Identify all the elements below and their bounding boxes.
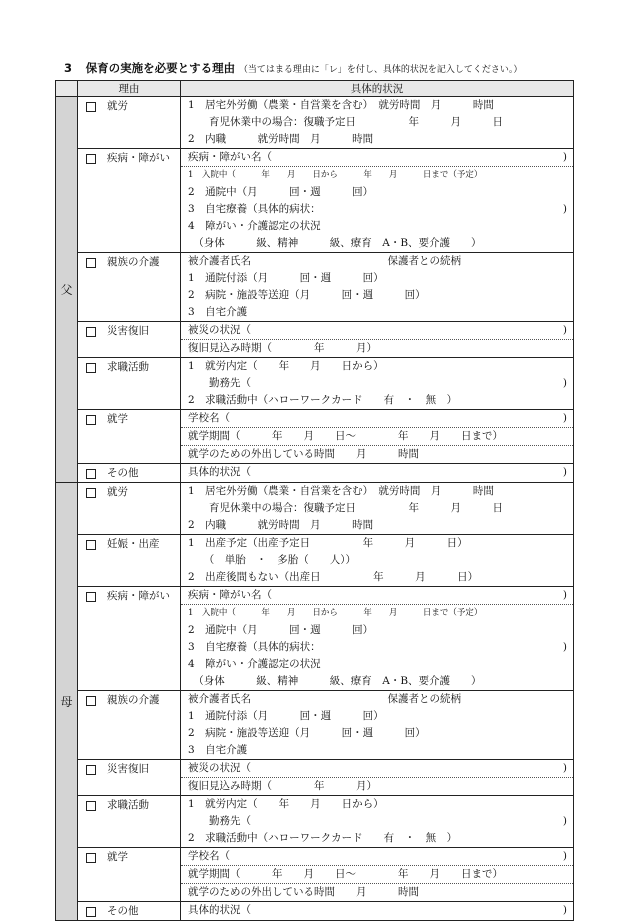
closing-paren: )	[562, 815, 567, 827]
reason-checkbox[interactable]	[86, 488, 96, 498]
situation-text: 1 居宅外労働（農業・自営業を含む） 就労時間 月 時間	[188, 485, 494, 497]
situation-line	[181, 517, 573, 534]
situation-text: 育児休業中の場合：復職予定日 年 月 日	[188, 502, 503, 514]
reason-label: その他	[107, 905, 139, 917]
closing-paren: )	[562, 377, 567, 389]
situation-line	[181, 410, 573, 428]
situation-text: 2 出産後間もない（出産日 年 月 日）	[188, 571, 479, 583]
situation-cell[interactable]	[181, 796, 574, 848]
situation-line	[181, 446, 573, 463]
reason-row	[56, 848, 574, 902]
situation-text: 1 出産予定（出産予定日 年 月 日）	[188, 537, 468, 549]
situation-line	[181, 428, 573, 446]
situation-text: 学校名（	[188, 850, 230, 862]
situation-text: 1 就労内定（ 年 月 日から）	[188, 798, 384, 810]
reason-cell	[78, 848, 181, 902]
situation-text: 1 入院中（ 年 月 日から 年 月 日まで（予定）	[188, 608, 483, 618]
situation-line	[181, 778, 573, 795]
situation-line	[181, 464, 573, 481]
reason-row	[56, 760, 574, 796]
reason-cell	[78, 535, 181, 587]
situation-text: 被介護者氏名 保護者との続柄	[188, 255, 461, 267]
situation-line	[181, 708, 573, 725]
reason-cell	[78, 97, 181, 149]
situation-line	[181, 656, 573, 673]
situation-line	[181, 725, 573, 742]
header-situation: 具体的状況	[181, 81, 574, 97]
situation-text: 4 障がい・介護認定の状況	[188, 220, 321, 232]
section-note: （当てはまる理由に「レ」を付し、具体的状況を記入してください。）	[238, 65, 523, 75]
situation-text: 被災の状況（	[188, 762, 251, 774]
reason-row	[56, 535, 574, 587]
situation-cell[interactable]	[181, 760, 574, 796]
situation-line	[181, 358, 573, 375]
reason-row	[56, 796, 574, 848]
reason-label: その他	[107, 467, 139, 479]
situation-line	[181, 587, 573, 605]
situation-line	[181, 131, 573, 148]
reason-checkbox[interactable]	[86, 592, 96, 602]
reason-cell	[78, 149, 181, 253]
reason-table	[55, 80, 574, 921]
closing-paren: )	[562, 466, 567, 478]
situation-line	[181, 796, 573, 813]
reason-checkbox[interactable]	[86, 469, 96, 479]
situation-text: 疾病・障がい名（	[188, 151, 272, 163]
reason-row	[56, 691, 574, 760]
situation-cell[interactable]	[181, 902, 574, 921]
reason-label: 就労	[107, 100, 128, 112]
situation-cell[interactable]	[181, 97, 574, 149]
situation-text: 学校名（	[188, 412, 230, 424]
situation-cell[interactable]	[181, 483, 574, 535]
situation-text: 2 求職活動中（ハローワークカード 有 ・ 無 ）	[188, 394, 458, 406]
reason-cell	[78, 760, 181, 796]
closing-paren: )	[562, 324, 567, 336]
situation-line	[181, 742, 573, 759]
closing-paren: )	[562, 151, 567, 163]
situation-text: 具体的状況（	[188, 466, 251, 478]
situation-text: 1 居宅外労働（農業・自営業を含む） 就労時間 月 時間	[188, 99, 494, 111]
header-reason: 理由	[78, 81, 181, 97]
reason-cell	[78, 902, 181, 921]
situation-cell[interactable]	[181, 253, 574, 322]
situation-line	[181, 392, 573, 409]
situation-text: 1 入院中（ 年 月 日から 年 月 日まで（予定）	[188, 170, 483, 180]
situation-text: 就学期間（ 年 月 日～ 年 月 日まで）	[188, 430, 503, 442]
situation-text: 2 求職活動中（ハローワークカード 有 ・ 無 ）	[188, 832, 458, 844]
situation-line	[181, 287, 573, 304]
table-header-row	[56, 81, 574, 97]
reason-checkbox[interactable]	[86, 540, 96, 550]
situation-text: 疾病・障がい名（	[188, 589, 272, 601]
reason-row	[56, 483, 574, 535]
situation-text: 2 内職 就労時間 月 時間	[188, 133, 374, 145]
situation-line	[181, 673, 573, 690]
situation-line	[181, 184, 573, 201]
reason-checkbox[interactable]	[86, 363, 96, 373]
closing-paren: )	[562, 850, 567, 862]
closing-paren: )	[562, 589, 567, 601]
situation-text: 2 病院・施設等送迎（月 回・週 回）	[188, 289, 426, 301]
situation-text: 育児休業中の場合：復職予定日 年 月 日	[188, 116, 503, 128]
situation-cell[interactable]	[181, 464, 574, 483]
situation-line	[181, 375, 573, 392]
situation-cell[interactable]	[181, 691, 574, 760]
reason-cell	[78, 253, 181, 322]
reason-cell	[78, 410, 181, 464]
reason-row	[56, 587, 574, 691]
situation-line	[181, 569, 573, 586]
situation-cell[interactable]	[181, 410, 574, 464]
situation-cell[interactable]	[181, 149, 574, 253]
situation-line	[181, 304, 573, 321]
header-blank	[56, 81, 78, 97]
situation-text: 3 自宅療養（具体的病状：	[188, 641, 321, 653]
situation-cell[interactable]	[181, 535, 574, 587]
reason-label: 就労	[107, 486, 128, 498]
situation-text: 1 就労内定（ 年 月 日から）	[188, 360, 384, 372]
reason-checkbox[interactable]	[86, 907, 96, 917]
reason-cell	[78, 358, 181, 410]
situation-text: 2 病院・施設等送迎（月 回・週 回）	[188, 727, 426, 739]
situation-line	[181, 253, 573, 270]
situation-text: 3 自宅介護	[188, 744, 248, 756]
reason-label: 妊娠・出産	[107, 538, 160, 550]
reason-checkbox[interactable]	[86, 258, 96, 268]
section-number: 3	[64, 61, 73, 75]
situation-line	[181, 760, 573, 778]
situation-line	[181, 691, 573, 708]
closing-paren: )	[562, 641, 567, 653]
situation-cell[interactable]	[181, 358, 574, 410]
situation-text: （ 単胎 ・ 多胎（ 人））	[188, 554, 356, 566]
situation-line	[181, 848, 573, 866]
situation-line	[181, 201, 573, 218]
closing-paren: )	[562, 904, 567, 916]
situation-text: 復旧見込み時期（ 年 月）	[188, 342, 377, 354]
situation-line	[181, 322, 573, 340]
situation-text: 3 自宅介護	[188, 306, 248, 318]
reason-cell	[78, 322, 181, 358]
situation-text: 勤務先（	[188, 815, 251, 827]
parent-label: 父	[56, 97, 78, 483]
situation-line	[181, 813, 573, 830]
reason-label: 就学	[107, 851, 128, 863]
reason-label: 疾病・障がい	[107, 590, 170, 602]
reason-row	[56, 464, 574, 483]
situation-text: 復旧見込み時期（ 年 月）	[188, 780, 377, 792]
situation-line	[181, 552, 573, 569]
situation-line	[181, 866, 573, 884]
situation-line	[181, 605, 573, 622]
situation-line	[181, 340, 573, 357]
reason-label: 災害復旧	[107, 763, 149, 775]
situation-text: 1 通院付添（月 回・週 回）	[188, 272, 384, 284]
reason-row	[56, 410, 574, 464]
reason-checkbox[interactable]	[86, 154, 96, 164]
closing-paren: )	[562, 203, 567, 215]
reason-label: 求職活動	[107, 361, 149, 373]
reason-row	[56, 358, 574, 410]
situation-text: 被災の状況（	[188, 324, 251, 336]
reason-row	[56, 97, 574, 149]
situation-line	[181, 167, 573, 184]
situation-text: 就学期間（ 年 月 日～ 年 月 日まで）	[188, 868, 503, 880]
reason-row	[56, 149, 574, 253]
situation-text: 4 障がい・介護認定の状況	[188, 658, 321, 670]
situation-line	[181, 500, 573, 517]
situation-line	[181, 483, 573, 500]
situation-line	[181, 830, 573, 847]
situation-line	[181, 97, 573, 114]
parent-label: 母	[56, 483, 78, 921]
reason-cell	[78, 691, 181, 760]
situation-line	[181, 902, 573, 919]
reason-cell	[78, 483, 181, 535]
situation-text: 3 自宅療養（具体的病状：	[188, 203, 321, 215]
closing-paren: )	[562, 412, 567, 424]
situation-text: 具体的状況（	[188, 904, 251, 916]
situation-cell[interactable]	[181, 322, 574, 358]
situation-line	[181, 114, 573, 131]
situation-text: 勤務先（	[188, 377, 251, 389]
reason-checkbox[interactable]	[86, 415, 96, 425]
closing-paren: )	[562, 762, 567, 774]
situation-line	[181, 622, 573, 639]
reason-row	[56, 253, 574, 322]
reason-cell	[78, 587, 181, 691]
reason-checkbox[interactable]	[86, 696, 96, 706]
reason-label: 親族の介護	[107, 694, 160, 706]
situation-cell[interactable]	[181, 587, 574, 691]
situation-text: 就学のための外出している時間 月 時間	[188, 886, 419, 898]
reason-row	[56, 322, 574, 358]
situation-line	[181, 149, 573, 167]
reason-checkbox[interactable]	[86, 327, 96, 337]
reason-checkbox[interactable]	[86, 765, 96, 775]
section-heading: 保育の実施を必要とする理由	[85, 61, 236, 75]
reason-label: 親族の介護	[107, 256, 160, 268]
situation-text: （身体 級、精神 級、療育 A・B、要介護 ）	[188, 675, 482, 687]
reason-cell	[78, 464, 181, 483]
reason-checkbox[interactable]	[86, 853, 96, 863]
situation-line	[181, 235, 573, 252]
reason-label: 疾病・障がい	[107, 152, 170, 164]
reason-row	[56, 902, 574, 921]
situation-text: 被介護者氏名 保護者との続柄	[188, 693, 461, 705]
situation-line	[181, 884, 573, 901]
situation-line	[181, 218, 573, 235]
situation-line	[181, 270, 573, 287]
situation-text: （身体 級、精神 級、療育 A・B、要介護 ）	[188, 237, 482, 249]
reason-checkbox[interactable]	[86, 801, 96, 811]
reason-label: 求職活動	[107, 799, 149, 811]
reason-checkbox[interactable]	[86, 102, 96, 112]
reason-cell	[78, 796, 181, 848]
reason-label: 就学	[107, 413, 128, 425]
situation-line	[181, 639, 573, 656]
section-title	[64, 60, 522, 76]
situation-text: 就学のための外出している時間 月 時間	[188, 448, 419, 460]
situation-cell[interactable]	[181, 848, 574, 902]
situation-text: 2 内職 就労時間 月 時間	[188, 519, 374, 531]
situation-text: 2 通院中（月 回・週 回）	[188, 624, 374, 636]
situation-line	[181, 535, 573, 552]
situation-text: 2 通院中（月 回・週 回）	[188, 186, 374, 198]
reason-label: 災害復旧	[107, 325, 149, 337]
situation-text: 1 通院付添（月 回・週 回）	[188, 710, 384, 722]
